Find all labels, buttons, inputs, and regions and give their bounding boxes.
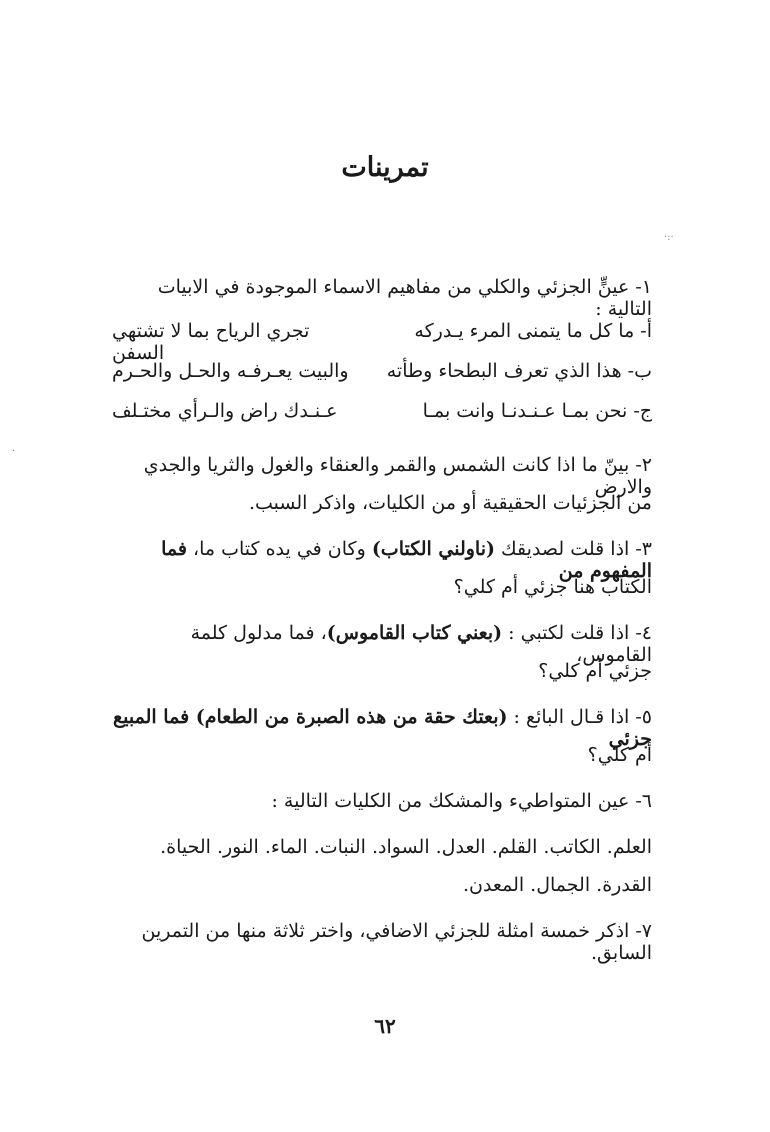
exercise-5-bold-quote: (بعتك حقة من هذه الصبرة من الطعام) فما المبيع جزئي [113, 706, 652, 750]
verse-c [112, 400, 652, 432]
verse-b [112, 360, 652, 392]
page-title: تمرينات [341, 152, 429, 183]
exercise-4-line-2: جزئي أم كلي؟ [538, 660, 652, 682]
exercise-2-line-1: ٢- بينّ ما اذا كانت الشمس والقمر والعنقاء والغول والثريا والجدي والارض [143, 454, 652, 498]
verse-a-second: تجري الرياح بما لا تشتهي السفن [112, 320, 310, 364]
exercise-4-mid: ، فما مدلول كلمة القاموس، [190, 622, 652, 666]
verse-a [112, 320, 652, 364]
paper-speck: · [12, 446, 16, 457]
exercise-3-mid: وكان في يده كتاب ما، [186, 538, 372, 560]
exercise-3-bold-quote: (ناولني الكتاب) [371, 538, 495, 560]
exercise-6-terms-2: القدرة. الجمال. المعدن. [462, 874, 652, 896]
exercise-3-line-2: الكتاب هنا جزئي أم كلي؟ [453, 576, 652, 598]
verse-a-first: أ- ما كل ما يتمنى المرء يـدركه [414, 320, 652, 342]
verse-b-second: والبيت يعـرفـه والحـل والحـرم [112, 360, 349, 382]
verse-c-second: عـنـدك راض والـرأي مختـلف [112, 400, 338, 422]
verse-b-first: ب- هذا الذي تعرف البطحاء وطأته [386, 360, 652, 382]
exercise-4-pre: ٤- اذا قلت لكتبي : [502, 622, 652, 644]
exercise-7-text: ٧- اذكر خمسة امثلة للجزئي الاضافي، واختر ثلاثة منها من التمرين السابق. [141, 920, 652, 964]
exercise-5-line-2: أم كلي؟ [587, 744, 652, 766]
exercise-3-bold-question: فما المفهوم من [161, 538, 652, 582]
paper-speck: ·:· [664, 232, 674, 243]
exercise-4-bold-quote: (بعني كتاب القاموس) [326, 622, 503, 644]
exercise-3-pre: ٣- اذا قلت لصديقك [495, 538, 652, 560]
exercise-2-line-2: من الجزئيات الحقيقية أو من الكليات، واذكر السبب. [248, 492, 652, 514]
exercise-5-pre: ٥- اذا قـال البائع : [507, 706, 652, 728]
exercise-1-prompt: ١- عينٍّ الجزئي والكلي من مفاهيم الاسماء الموجودة في الابيات التالية : [157, 276, 652, 320]
exercise-6-prompt: ٦- عين المتواطيء والمشكك من الكليات التالية : [271, 790, 652, 812]
page-number: ٦٢ [374, 1014, 396, 1038]
exercise-6-terms-1: العلم. الكاتب. القلم. العدل. السواد. النبات. الماء. النور. الحياة. [160, 836, 652, 858]
verse-c-first: ج- نحن بمـا عـنـدنـا وانت بمـا [422, 400, 652, 422]
